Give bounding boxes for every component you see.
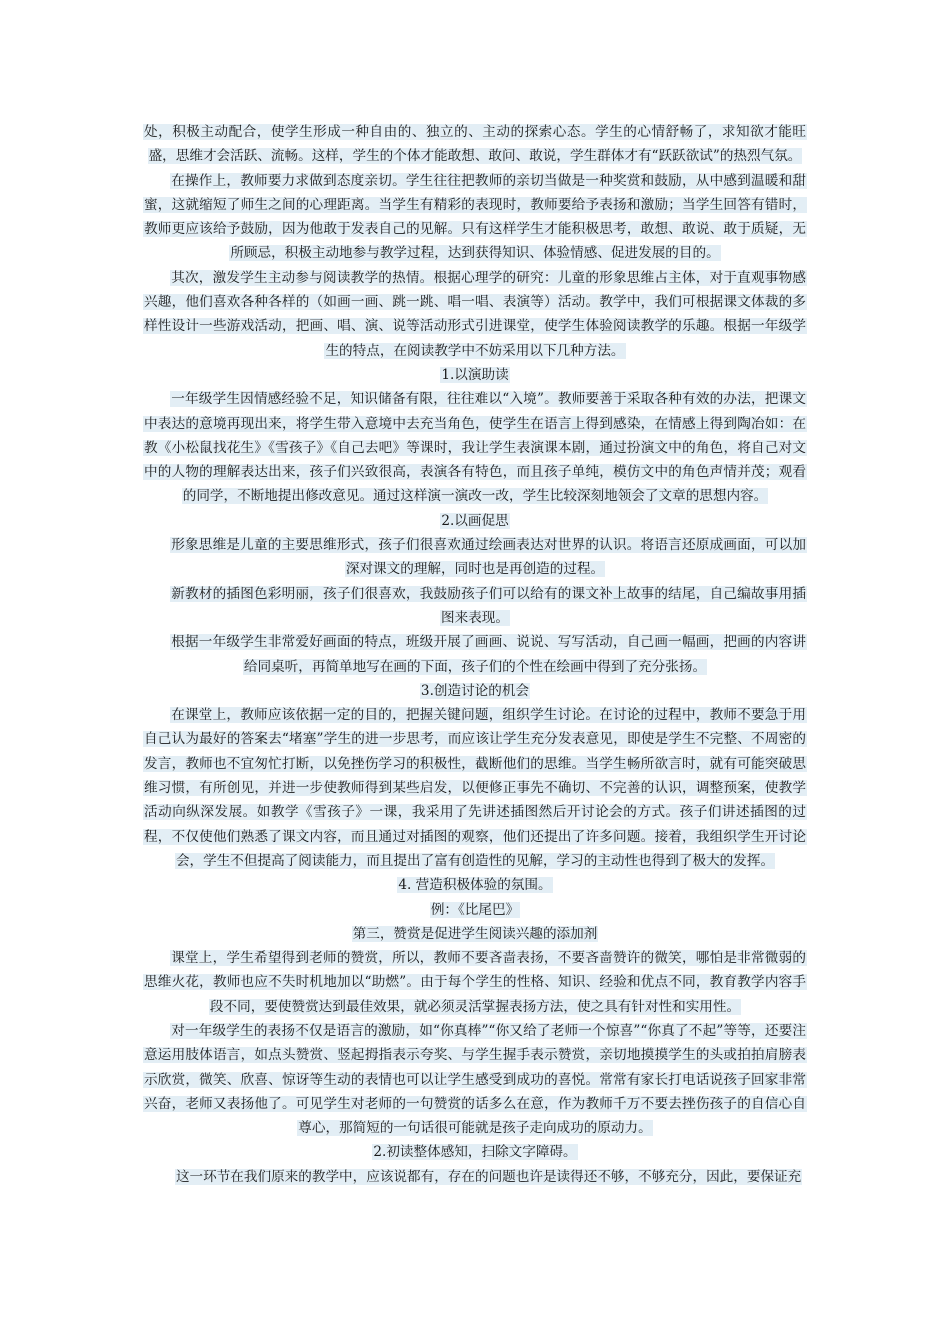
heading-text: 2.初读整体感知，扫除文字障碍。 bbox=[373, 1144, 577, 1161]
paragraph bbox=[143, 630, 807, 679]
paragraph-text: 在操作上，教师要力求做到态度亲切。学生往往把教师的亲切当做是一种奖赏和鼓励，从中感到温暖和甜蜜，这就缩短了师生之间的心理距离。当学生有精彩的表现时，教师要给予表扬和激励；当学生回答有错时，教师更应该给予鼓励，因为他敢于发表自己的见解。只有这样学生才能积极思考，敢想、敢说、敢于质疑，无所顾忌，积极主动地参与教学过程，达到获得知识、体验情感、促进发展的目的。 bbox=[144, 172, 806, 262]
heading-text: 1.以演助读 bbox=[441, 366, 509, 383]
section-heading bbox=[143, 679, 807, 703]
paragraph-text: 新教材的插图色彩明丽，孩子们很喜欢，我鼓励孩子们可以给有的课文补上故事的结尾，自己编故事用插图来表现。 bbox=[171, 585, 806, 626]
heading-text: 3.创造讨论的机会 bbox=[420, 682, 530, 699]
paragraph bbox=[143, 387, 807, 508]
section-heading bbox=[143, 363, 807, 387]
paragraph-text: 一年级学生因情感经验不足，知识储备有限，往往难以“入境”。教师要善于采取各种有效的办法，把课文中表达的意境再现出来，将学生带入意境中去充当角色，使学生在语言上得到感染，在情感上得到陶冶如：在教《小松鼠找花生》《雪孩子》《自己去吧》等课时，我让学生表演课本剧，通过扮演文中的角色，将自己对文中的人物的理解表达出来，孩子们兴致很高，表演各有特色，而且孩子单纯，模仿文中的角色声情并茂；观看的同学，不断地提出修改意见。通过这样演一演改一改，学生比较深刻地领会了文章的思想内容。 bbox=[144, 391, 806, 505]
heading-text: 4. 营造积极体验的氛围。 bbox=[398, 877, 552, 894]
paragraph bbox=[143, 1165, 807, 1189]
paragraph bbox=[143, 946, 807, 1019]
heading-text: 第三，赞赏是促进学生阅读兴趣的添加剂 bbox=[352, 925, 598, 942]
paragraph-text: 处，积极主动配合，使学生形成一种自由的、独立的、主动的探索心态。学生的心情舒畅了，求知欲才能旺盛，思维才会活跃、流畅。这样，学生的个体才能敢想、敢问、敢说，学生群体才有“跃跃欲试”的热烈气氛。 bbox=[144, 124, 806, 165]
example-text: 例：《比尾巴》 bbox=[430, 901, 520, 918]
paragraph bbox=[143, 1019, 807, 1140]
section-heading bbox=[143, 1140, 807, 1164]
paragraph-text: 这一环节在我们原来的教学中，应该说都有，存在的问题也许是读得还不够，不够充分，因此，要保证充 bbox=[175, 1168, 802, 1185]
paragraph bbox=[143, 120, 807, 169]
paragraph-text: 对一年级学生的表扬不仅是语言的激励，如“你真棒”“你又给了老师一个惊喜”“你真了不起”等等，还要注意运用肢体语言，如点头赞赏、竖起拇指表示夸奖、与学生握手表示赞赏，亲切地摸摸学生的头或拍拍肩膀表示欣赏，微笑、欣喜、惊讶等生动的表情也可以让学生感受到成功的喜悦。常常有家长打电话说孩子回家非常兴奋，老师又表扬他了。可见学生对老师的一句赞赏的话多么在意，作为教师千万不要去挫伤孩子的自信心自尊心，那简短的一句话很可能就是孩子走向成功的原动力。 bbox=[144, 1022, 806, 1137]
paragraph bbox=[143, 266, 807, 363]
document-body bbox=[143, 120, 807, 1189]
heading-text: 2.以画促思 bbox=[441, 512, 509, 529]
section-heading bbox=[143, 922, 807, 946]
example-line bbox=[143, 898, 807, 922]
paragraph-text: 形象思维是儿童的主要思维形式，孩子们很喜欢通过绘画表达对世界的认识。将语言还原成画面，可以加深对课文的理解，同时也是再创造的过程。 bbox=[171, 537, 806, 578]
paragraph-text: 课堂上，学生希望得到老师的赞赏，所以，教师不要吝啬表扬，不要吝啬赞许的微笑，哪怕是非常微弱的思维火花，教师也应不失时机地加以“助燃”。由于每个学生的性格、知识、经验和优点不同，教育教学内容手段不同，要使赞赏达到最佳效果，就必须灵活掌握表扬方法，使之具有针对性和实用性。 bbox=[144, 950, 806, 1015]
paragraph bbox=[143, 703, 807, 873]
paragraph-text: 其次，激发学生主动参与阅读教学的热情。根据心理学的研究：儿童的形象思维占主体，对于直观事物感兴趣，他们喜欢各种各样的（如画一画、跳一跳、唱一唱、表演等）活动。教学中，我们可根据课文体裁的多样性设计一些游戏活动，把画、唱、演、说等活动形式引进课堂，使学生体验阅读教学的乐趣。根据一年级学生的特点，在阅读教学中不妨采用以下几种方法。 bbox=[144, 269, 806, 359]
section-heading bbox=[143, 509, 807, 533]
section-heading bbox=[143, 873, 807, 897]
paragraph bbox=[143, 582, 807, 631]
paragraph-text: 在课堂上，教师应该依据一定的目的，把握关键问题，组织学生讨论。在讨论的过程中，教师不要急于用自己认为最好的答案去“堵塞”学生的进一步思考，而应该让学生充分发表意见，即使是学生不完整、不周密的发言，教师也不宜匆忙打断，以免挫伤学习的积极性，截断他们的思维。当学生畅所欲言时，就有可能突破思维习惯，有所创见，并进一步使教师得到某些启发，以便修正事先不确切、不完善的认识，调整预案，使教学活动向纵深发展。如教学《雪孩子》一课，我采用了先讲述插图然后开讨论会的方式。孩子们讲述插图的过程，不仅使他们熟悉了课文内容，而且通过对插图的观察，他们还提出了许多问题。接着，我组织学生开讨论会，学生不但提高了阅读能力，而且提出了富有创造性的见解，学习的主动性也得到了极大的发挥。 bbox=[144, 707, 806, 869]
paragraph bbox=[143, 169, 807, 266]
paragraph-text: 根据一年级学生非常爱好画面的特点，班级开展了画画、说说、写写活动，自己画一幅画，把画的内容讲给同桌听，再简单地写在画的下面，孩子们的个性在绘画中得到了充分张扬。 bbox=[171, 634, 806, 675]
paragraph bbox=[143, 533, 807, 582]
